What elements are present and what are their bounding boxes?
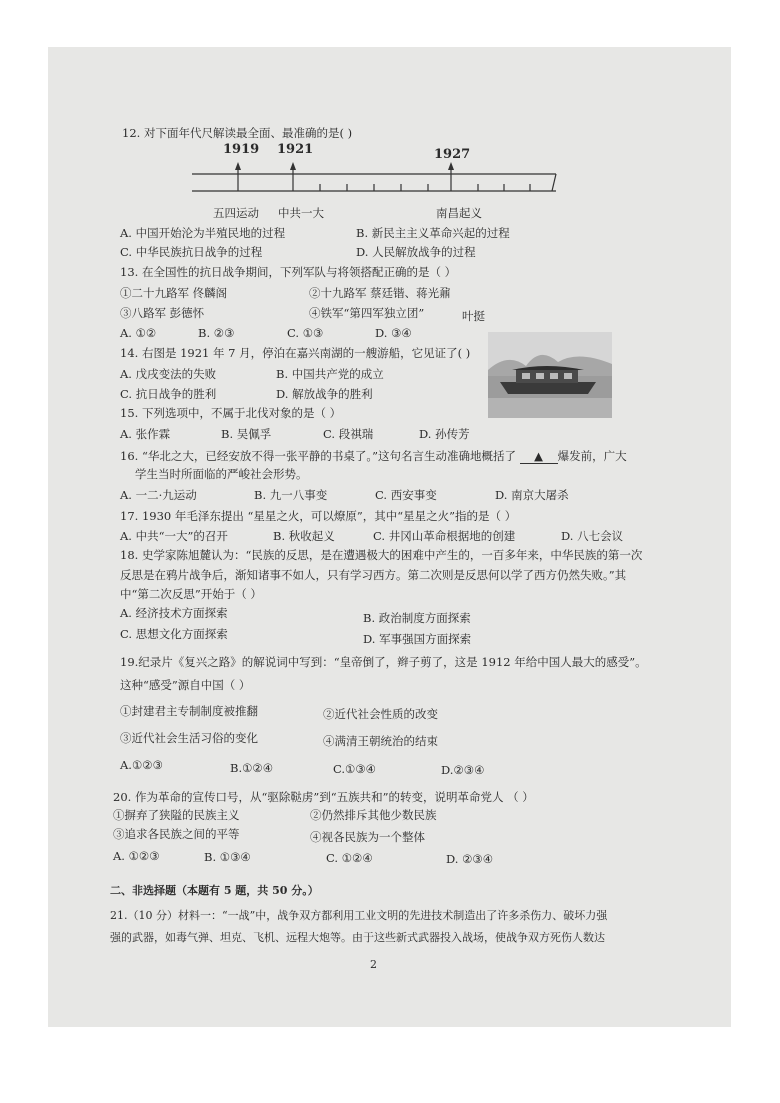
q15-stem: 15. 下列选项中，不属于北伐对象的是（ ） bbox=[120, 406, 342, 420]
q15-option-a: A. 张作霖 bbox=[120, 427, 171, 441]
q12-option-a: A. 中国开始沦为半殖民地的过程 bbox=[120, 226, 286, 240]
q18-line3: 中“第二次反思”开始于（ ） bbox=[120, 587, 262, 601]
q19-line2: 这种“感受”源自中国（ ） bbox=[120, 678, 251, 692]
q15-option-b: B. 吴佩孚 bbox=[221, 427, 272, 441]
q13-option-c: C. ①③ bbox=[287, 326, 324, 340]
event-label-may-fourth: 五四运动 bbox=[213, 206, 259, 220]
q18-option-c: C. 思想文化方面探索 bbox=[120, 627, 228, 641]
q20-option-b: B. ①③④ bbox=[204, 850, 251, 864]
q19-line1: 19.纪录片《复兴之路》的解说词中写到：“皇帝倒了，辫子剪了，这是 1912 年给中国人最大的感受”。 bbox=[120, 655, 647, 669]
q14-stem: 14. 右图是 1921 年 7 月，停泊在嘉兴南湖的一艘游船，它见证了( ) bbox=[120, 346, 471, 360]
q14-option-b: B. 中国共产党的成立 bbox=[276, 367, 384, 381]
q16-stem-part-a: 16. “华北之大，已经安放不得一张平静的书桌了。”这句名言生动准确地概括了 bbox=[120, 449, 516, 463]
q13-item-4-general: 叶挺 bbox=[462, 309, 485, 323]
page-number: 2 bbox=[370, 958, 377, 971]
q20-stem: 20. 作为革命的宣传口号，从“驱除鞑虏”到“五族共和”的转变，说明革命党人 （ ） bbox=[113, 790, 534, 804]
q18-line1: 18. 史学家陈旭麓认为：“民族的反思，是在遭遇极大的困难中产生的，一百多年来，中华民族的第一次 bbox=[120, 548, 643, 562]
q19-option-c: C.①③④ bbox=[333, 762, 376, 776]
q13-option-a: A. ①② bbox=[120, 326, 157, 340]
q19-item-3: ③近代社会生活习俗的变化 bbox=[120, 731, 258, 745]
q17-option-d: D. 八七会议 bbox=[561, 529, 624, 543]
q13-option-d: D. ③④ bbox=[375, 326, 412, 340]
year-label-1927: 1927 bbox=[434, 147, 471, 162]
q21-line1: 21.（10 分）材料一：“一战”中，战争双方都利用工业文明的先进技术制造出了许多杀伤力、破坏力强 bbox=[110, 909, 608, 922]
triangle-icon: ▲ bbox=[534, 449, 544, 463]
q20-option-c: C. ①②④ bbox=[326, 851, 373, 865]
q18-option-d: D. 军事强国方面探索 bbox=[363, 632, 472, 646]
q19-item-1: ①封建君主专制制度被推翻 bbox=[120, 704, 258, 718]
q17-option-c: C. 井冈山革命根据地的创建 bbox=[373, 529, 516, 543]
q18-option-b: B. 政治制度方面探索 bbox=[363, 611, 471, 625]
q13-option-b: B. ②③ bbox=[198, 326, 235, 340]
q12-option-b: B. 新民主主义革命兴起的过程 bbox=[356, 226, 510, 240]
q16-option-a: A. 一二·九运动 bbox=[120, 488, 197, 502]
q21-line2: 强的武器，如毒气弹、坦克、飞机、远程大炮等。由于这些新式武器投入战场，使战争双方死伤人数达 bbox=[110, 931, 605, 944]
event-label-nanchang-uprising: 南昌起义 bbox=[436, 206, 482, 220]
q16-option-b: B. 九一八事变 bbox=[254, 488, 328, 502]
q13-item-4: ④铁军“第四军独立团” bbox=[309, 306, 425, 320]
q16-option-d: D. 南京大屠杀 bbox=[495, 488, 569, 502]
event-label-first-congress: 中共一大 bbox=[278, 206, 324, 220]
q17-option-a: A. 中共“一大”的召开 bbox=[120, 529, 228, 543]
q16-option-c: C. 西安事变 bbox=[375, 488, 437, 502]
q16-stem-line2: 学生当时所面临的严峻社会形势。 bbox=[135, 467, 308, 481]
q19-option-d: D.②③④ bbox=[441, 763, 485, 777]
q14-option-a: A. 戊戌变法的失败 bbox=[120, 367, 217, 381]
q19-item-4: ④满清王朝统治的结束 bbox=[323, 734, 438, 748]
q20-option-d: D. ②③④ bbox=[446, 852, 494, 866]
q13-item-3: ③八路军 彭德怀 bbox=[120, 306, 205, 320]
q20-item-1: ①摒弃了狭隘的民族主义 bbox=[113, 808, 240, 822]
q16-stem-part-b: 爆发前，广大 bbox=[557, 449, 627, 463]
q13-item-2: ②十九路军 蔡廷锴、蒋光鼐 bbox=[309, 286, 451, 300]
q19-option-b: B.①②④ bbox=[230, 761, 274, 775]
q20-item-2: ②仍然排斥其他少数民族 bbox=[310, 808, 437, 822]
q13-stem: 13. 在全国性的抗日战争期间，下列军队与将领搭配正确的是（ ） bbox=[120, 265, 457, 279]
q12-option-d: D. 人民解放战争的过程 bbox=[356, 245, 476, 259]
q16-blank bbox=[520, 449, 558, 464]
section2-heading: 二、非选择题（本题有 5 题，共 50 分。） bbox=[110, 884, 319, 897]
q14-option-c: C. 抗日战争的胜利 bbox=[120, 387, 217, 401]
red-boat-photo bbox=[488, 332, 612, 418]
q13-item-1: ①二十九路军 佟麟阁 bbox=[120, 286, 228, 300]
year-label-1921: 1921 bbox=[277, 142, 314, 157]
q20-item-3: ③追求各民族之间的平等 bbox=[113, 827, 240, 841]
q14-option-d: D. 解放战争的胜利 bbox=[276, 387, 373, 401]
q20-item-4: ④视各民族为一个整体 bbox=[310, 830, 425, 844]
q17-option-b: B. 秋收起义 bbox=[273, 529, 335, 543]
q20-option-a: A. ①②③ bbox=[113, 849, 160, 863]
q17-stem: 17. 1930 年毛泽东提出 “星星之火，可以燎原”，其中“星星之火”指的是（ ） bbox=[120, 509, 517, 523]
q18-option-a: A. 经济技术方面探索 bbox=[120, 606, 228, 620]
q19-option-a: A.①②③ bbox=[120, 758, 163, 772]
q18-line2: 反思是在鸦片战争后，渐知诸事不如人，只有学习西方。第二次则是反思何以学了西方仍然失败。”其 bbox=[120, 568, 627, 582]
q16-stem-line1 bbox=[120, 449, 627, 464]
q15-option-d: D. 孙传芳 bbox=[419, 427, 470, 441]
q15-option-c: C. 段祺瑞 bbox=[323, 427, 374, 441]
q19-item-2: ②近代社会性质的改变 bbox=[323, 707, 438, 721]
q12-option-c: C. 中华民族抗日战争的过程 bbox=[120, 245, 263, 259]
year-label-1919: 1919 bbox=[223, 142, 260, 157]
q12-stem: 12. 对下面年代尺解读最全面、最准确的是( ) bbox=[122, 126, 353, 140]
